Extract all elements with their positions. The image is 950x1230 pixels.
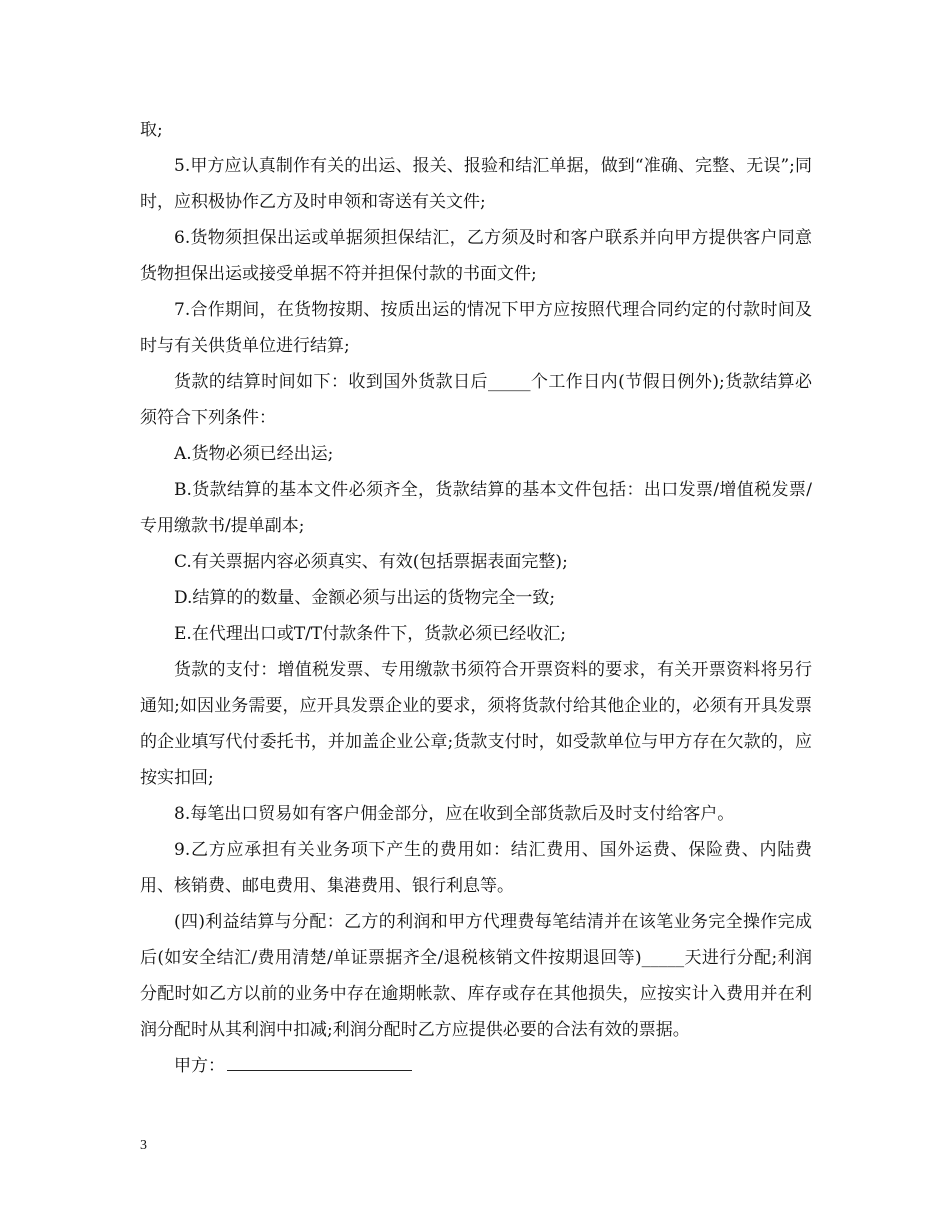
paragraph-0: 取; — [140, 120, 163, 140]
paragraph-5: A.货物必须已经出运; — [174, 444, 334, 464]
paragraph-10: 货款的支付：增值税发票、专用缴款书须符合开票资料的要求，有关开票资料将另行通知;如因业务需要，应开具发票企业的要求，须将货款付给其他企业的，必须有开具发票的企业填写代付委托书，并加盖企业公章;货款支付时，如受款单位与甲方存在欠款的，应按实扣回; — [140, 660, 812, 788]
paragraph-12: 9.乙方应承担有关业务项下产生的费用如：结汇费用、国外运费、保险费、内陆费用、核销费、邮电费用、集港费用、银行利息等。 — [140, 840, 812, 896]
paragraph-4: 货款的结算时间如下：收到国外货款日后_____个工作日内(节假日例外);货款结算必须符合下列条件： — [140, 372, 812, 428]
signature-blank — [227, 1052, 412, 1071]
paragraph-6: B.货款结算的基本文件必须齐全，货款结算的基本文件包括：出口发票/增值税发票/专用缴款书/提单副本; — [140, 480, 812, 536]
paragraph-13: (四)利益结算与分配：乙方的利润和甲方代理费每笔结清并在该笔业务完全操作完成后(如安全结汇/费用清楚/单证票据齐全/退税核销文件按期退回等)_____天进行分配;利润分配时如乙方以前的业务中存在逾期帐款、库存或存在其他损失，应按实计入费用并在利润分配时从其利润中扣减;利润分配时乙方应提供必要的合法有效的票据。 — [140, 912, 812, 1040]
document-body — [140, 112, 812, 1084]
paragraph-11: 8.每笔出口贸易如有客户佣金部分，应在收到全部货款后及时支付给客户。 — [174, 804, 735, 824]
page-number: 3 — [140, 1138, 147, 1153]
paragraph-1: 5.甲方应认真制作有关的出运、报关、报验和结汇单据，做到“准确、完整、无误”;同时，应积极协作乙方及时申领和寄送有关文件; — [140, 156, 812, 212]
paragraph-3: 7.合作期间，在货物按期、按质出运的情况下甲方应按照代理合同约定的付款时间及时与有关供货单位进行结算; — [140, 300, 812, 356]
signature-label: 甲方： — [174, 1056, 225, 1076]
signature-line — [140, 1048, 812, 1084]
paragraph-9: E.在代理出口或T/T付款条件下，货款必须已经收汇; — [174, 624, 566, 644]
paragraph-8: D.结算的的数量、金额必须与出运的货物完全一致; — [174, 588, 556, 608]
paragraph-2: 6.货物须担保出运或单据须担保结汇，乙方须及时和客户联系并向甲方提供客户同意货物担保出运或接受单据不符并担保付款的书面文件; — [140, 228, 812, 284]
paragraph-7: C.有关票据内容必须真实、有效(包括票据表面完整); — [174, 552, 568, 572]
